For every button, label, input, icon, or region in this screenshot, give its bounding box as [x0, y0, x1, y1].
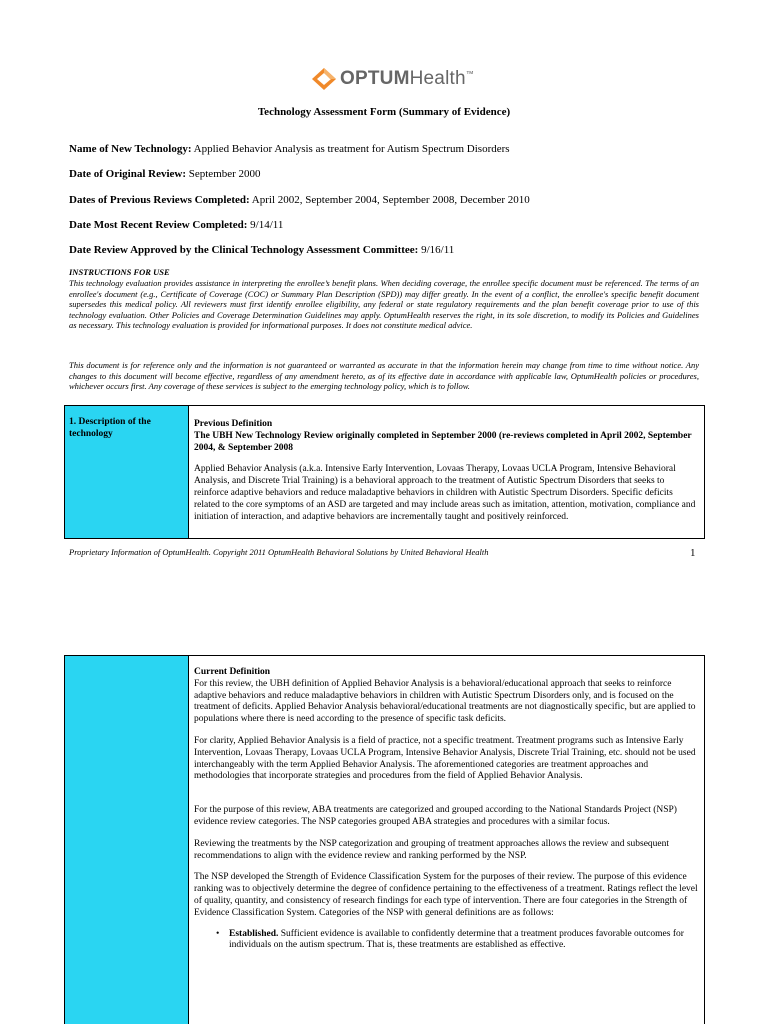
previous-definition-text: Applied Behavior Analysis (a.k.a. Intensive Early Intervention, Lovaas Therapy, Lovaas UCLA Program, Intensive Behavioral Analysis, and Discrete Trial Training) is a behavioral approach to the treatment of Autistic Spectrum Disorders that seeks to reinforce adaptive behaviors and reduce maladaptive behaviors in children with Autistic Spectrum Disorders. Specific deficits related to the core symptoms of an ASD are targeted and may include areas such as imitation, attention, motivation, compliance and initiation of interaction, and adaptive behaviors are incrementally taught and positively reinforced. [194, 464, 696, 522]
page-footer: Proprietary Information of OptumHealth. Copyright 2011 OptumHealth Behavioral Solutions by United Behavioral Health [69, 547, 489, 557]
current-definition-label-cell [65, 656, 189, 1024]
instructions-heading: INSTRUCTIONS FOR USE [69, 267, 170, 277]
description-label-cell [65, 406, 189, 538]
field-approval-date: Date Review Approved by the Clinical Technology Assessment Committee: 9/16/11 [69, 244, 455, 256]
field-original-review-date: Date of Original Review: September 2000 [69, 168, 261, 180]
previous-review-note: The UBH New Technology Review originally completed in September 2000 (re-reviews completed in April 2002, September 2004, & September 2008 [194, 430, 692, 453]
current-definition-paragraph-3: For the purpose of this review, ABA treatments are categorized and grouped according to the National Standards Project (NSP) evidence review categories. The NSP categories grouped ABA strategies and procedures with a similar focus. [194, 805, 677, 827]
description-label: 1. Description of the technology [69, 417, 151, 439]
description-table [64, 405, 705, 539]
current-definition-table [64, 655, 705, 1024]
optum-logo-icon [310, 66, 338, 92]
form-title: Technology Assessment Form (Summary of Evidence) [257, 106, 511, 118]
current-definition-paragraph-4: Reviewing the treatments by the NSP categorization and grouping of treatment approaches allows the review and subsequent recommendations to align with the evidence review and ranking performed by the NSP. [194, 838, 670, 861]
current-definition-paragraph-1: For this review, the UBH definition of Applied Behavior Analysis is a behavioral/educational approach that seeks to reinforce adaptive behaviors and reduce maladaptive behaviors in children with Autistic Spectrum Disorders only, and is focused on the treatment of deficits. Applied Behavior Analysis behavioral/educational treatments are not diagnostically specific, but are applied to populations where there is need according to the presence of specific task deficits. [194, 678, 696, 725]
field-name-of-technology: Name of New Technology: Applied Behavior Analysis as treatment for Autism Spectrum Disorders [69, 143, 510, 155]
current-definition-paragraph-2: For clarity, Applied Behavior Analysis is a field of practice, not a specific treatment. Treatment programs such as Intensive Early Intervention, Lovaas Therapy, Lovaas UCLA Program, Intensive Behavior Analysis, Discrete Trial Training, etc. should not be used interchangeably with the term Applied Behavior Analysis. The aforementioned categories are treatment approaches and methodologies that incorporate strategies and procedures from the field of Applied Behavior Analysis. [194, 735, 696, 782]
field-recent-review-date: Date Most Recent Review Completed: 9/14/11 [69, 219, 284, 231]
previous-definition-heading: Previous Definition [194, 419, 273, 429]
logo-wordmark: OPTUMHealth™ [340, 68, 474, 89]
current-definition-paragraph-5: The NSP developed the Strength of Evidence Classification System for the purposes of their review. The purpose of this evidence ranking was to objectively determine the degree of confidence pertaining to the effectiveness of a treatment. Ratings reflect the level of quality, quantity, and consistency of research findings for each type of intervention. There are four categories in the Strength of Evidence Classification System. Categories of the NSP with general definitions are as follows: [194, 872, 698, 918]
disclaimer-paragraph: This document is for reference only and the information is not guaranteed or warranted as accurate in that the information herein may change from time to time without notice. Any changes to this document will become effective, regardless of any amendment hereto, as of its effective date in accordance with applicable law, OptumHealth policies or procedures, whichever occurs first. Any coverage of these services is subject to the emerging technology policy, which is to follow. [69, 360, 699, 392]
field-previous-reviews: Dates of Previous Reviews Completed: April 2002, September 2004, September 2008, December 2010 [69, 194, 530, 206]
evidence-category-list [194, 929, 698, 953]
description-content-cell [189, 406, 704, 523]
optumhealth-logo [310, 66, 474, 92]
current-definition-content-cell [189, 656, 704, 952]
page-number: 1 [690, 547, 696, 559]
list-item: • Established. Sufficient evidence is available to confidently determine that a treatment produces favorable outcomes for individuals on the autism spectrum. That is, these treatments are established as effective. [216, 929, 698, 953]
current-definition-heading: Current Definition [194, 667, 271, 677]
instructions-paragraph: This technology evaluation provides assistance in interpreting the enrollee’s benefit plans. When deciding coverage, the enrollee specific document must be referenced. The terms of an enrollee's document (e.g., Certificate of Coverage (COC) or Summary Plan Description (SPD)) may differ greatly. In the event of a conflict, the enrollee's specific benefit document supersedes this medical policy. All reviewers must first identify enrollee eligibility, any federal or state regulatory requirements and the plan benefit coverage prior to use of this technology evaluation. Other Policies and Coverage Determination Guidelines may apply. OptumHealth reserves the right, in its sole discretion, to modify its Policies and Guidelines as necessary. This technology evaluation is provided for informational purposes. It does not constitute medical advice. [69, 278, 699, 331]
